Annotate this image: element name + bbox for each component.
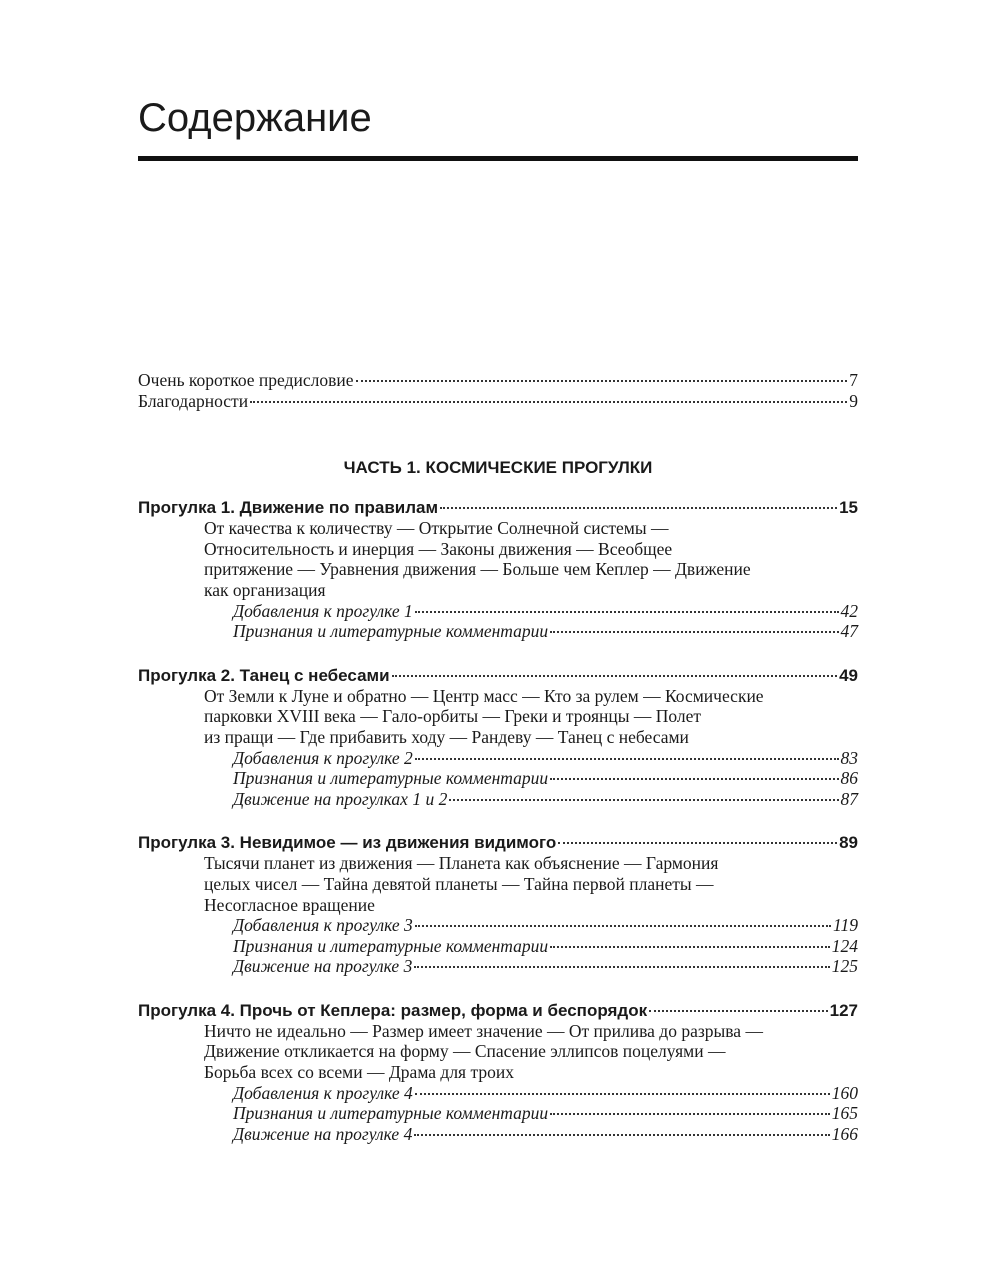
toc-subentry[interactable] xyxy=(233,789,858,810)
toc-entry-label: Добавления к прогулке 1 xyxy=(233,600,413,621)
walk-title: Прогулка 1. Движение по правилам xyxy=(138,498,439,518)
dot-leader xyxy=(550,1113,830,1115)
toc-subentry[interactable] xyxy=(233,621,858,642)
part-heading: ЧАСТЬ 1. КОСМИЧЕСКИЕ ПРОГУЛКИ xyxy=(343,458,653,478)
dot-leader xyxy=(440,507,837,509)
summary-line: Борьба всех со всеми — Драма для троих xyxy=(204,1062,514,1083)
toc-page-number: 89 xyxy=(839,833,858,853)
walk-title: Прогулка 3. Невидимое — из движения видимого xyxy=(138,833,557,853)
toc-subentry[interactable] xyxy=(233,748,858,769)
toc-page-number: 165 xyxy=(831,1103,858,1124)
toc-entry-label: Движение на прогулках 1 и 2 xyxy=(233,788,448,809)
toc-entry-label: Движение на прогулке 3 xyxy=(233,956,413,977)
toc-page-number: 125 xyxy=(831,956,858,977)
toc-page-number: 160 xyxy=(831,1082,858,1103)
toc-subentry[interactable] xyxy=(233,1083,858,1104)
toc-entry-walk[interactable] xyxy=(138,665,858,686)
toc-entry-preface[interactable] xyxy=(138,370,858,391)
toc-entry-label: Признания и литературные комментарии xyxy=(233,621,549,642)
dot-leader xyxy=(415,925,831,927)
toc-subentry[interactable] xyxy=(233,915,858,936)
title-divider xyxy=(138,156,858,161)
toc-page-number: 7 xyxy=(849,370,858,390)
toc-entry-label: Очень короткое предисловие xyxy=(138,370,354,390)
toc-page-number: 15 xyxy=(839,498,858,518)
toc-page-number: 166 xyxy=(831,1123,858,1144)
dot-leader xyxy=(415,1093,830,1095)
dot-leader xyxy=(550,778,838,780)
walk-section xyxy=(138,497,858,642)
dot-leader xyxy=(356,380,848,382)
walk-summary xyxy=(204,1021,858,1083)
toc-entry-label: Признания и литературные комментарии xyxy=(233,935,549,956)
toc-subentry[interactable] xyxy=(233,601,858,622)
walk-section xyxy=(138,832,858,977)
summary-line: Относительность и инерция — Законы движения — Всеобщее xyxy=(204,538,673,559)
toc-entry-acknowledgements[interactable] xyxy=(138,391,858,412)
toc-entry-label: Признания и литературные комментарии xyxy=(233,1103,549,1124)
summary-line: Тысячи планет из движения — Планета как объяснение — Гармония xyxy=(204,853,719,874)
toc-subentry[interactable] xyxy=(233,1124,858,1145)
summary-line: как организация xyxy=(204,579,326,600)
dot-leader xyxy=(415,758,839,760)
toc-page-number: 42 xyxy=(840,600,858,621)
dot-leader xyxy=(414,1134,829,1136)
dot-leader xyxy=(558,842,837,844)
toc-page-number: 49 xyxy=(839,665,858,685)
walk-summary xyxy=(204,853,858,915)
toc-entry-label: Добавления к прогулке 3 xyxy=(233,915,413,936)
toc-entry-walk[interactable] xyxy=(138,497,858,518)
toc-page-number: 9 xyxy=(849,390,858,411)
toc-page-number: 86 xyxy=(840,768,858,789)
toc-subentry[interactable] xyxy=(233,768,858,789)
dot-leader xyxy=(449,799,838,801)
toc-page-number: 47 xyxy=(840,621,858,642)
page-title: Содержание xyxy=(138,96,372,140)
toc-entry-walk[interactable] xyxy=(138,1000,858,1021)
toc-page-number: 119 xyxy=(833,915,858,936)
dot-leader xyxy=(649,1010,828,1012)
dot-leader xyxy=(415,611,839,613)
dot-leader xyxy=(250,401,847,403)
toc-entry-label: Добавления к прогулке 4 xyxy=(233,1082,413,1103)
table-of-contents xyxy=(138,370,858,1167)
dot-leader xyxy=(550,631,838,633)
toc-entry-label: Добавления к прогулке 2 xyxy=(233,747,413,768)
summary-line: притяжение — Уравнения движения — Больше чем Кеплер — Движение xyxy=(204,559,751,580)
walk-title: Прогулка 2. Танец с небесами xyxy=(138,665,390,685)
walk-summary xyxy=(204,686,858,748)
toc-page-number: 127 xyxy=(829,1000,858,1020)
summary-line: От Земли к Луне и обратно — Центр масс — Кто за рулем — Космические xyxy=(204,685,764,706)
dot-leader xyxy=(392,675,838,677)
toc-entry-walk[interactable] xyxy=(138,832,858,853)
summary-line: От качества к количеству — Открытие Солнечной системы — xyxy=(204,518,669,539)
summary-line: Движение откликается на форму — Спасение эллипсов поцелуями — xyxy=(204,1041,726,1062)
toc-page-number: 124 xyxy=(831,935,858,956)
walk-section xyxy=(138,665,858,810)
walk-section xyxy=(138,1000,858,1145)
toc-entry-label: Движение на прогулке 4 xyxy=(233,1123,413,1144)
summary-line: целых чисел — Тайна девятой планеты — Тайна первой планеты — xyxy=(204,873,714,894)
toc-entry-label: Благодарности xyxy=(138,390,249,411)
summary-line: Несогласное вращение xyxy=(204,894,375,915)
toc-page-number: 83 xyxy=(840,747,858,768)
toc-subentry[interactable] xyxy=(233,956,858,977)
dot-leader xyxy=(550,946,830,948)
summary-line: из пращи — Где прибавить ходу — Рандеву — Танец с небесами xyxy=(204,726,689,747)
walk-title: Прогулка 4. Прочь от Кеплера: размер, форма и беспорядок xyxy=(138,1000,648,1020)
summary-line: Ничто не идеально — Размер имеет значение — От прилива до разрыва — xyxy=(204,1020,763,1041)
dot-leader xyxy=(414,966,829,968)
walk-summary xyxy=(204,518,858,600)
toc-subentry[interactable] xyxy=(233,1103,858,1124)
toc-entry-label: Признания и литературные комментарии xyxy=(233,768,549,789)
toc-page-number: 87 xyxy=(840,788,858,809)
summary-line: парковки XVIII века — Гало-орбиты — Греки и троянцы — Полет xyxy=(204,706,702,727)
toc-subentry[interactable] xyxy=(233,936,858,957)
